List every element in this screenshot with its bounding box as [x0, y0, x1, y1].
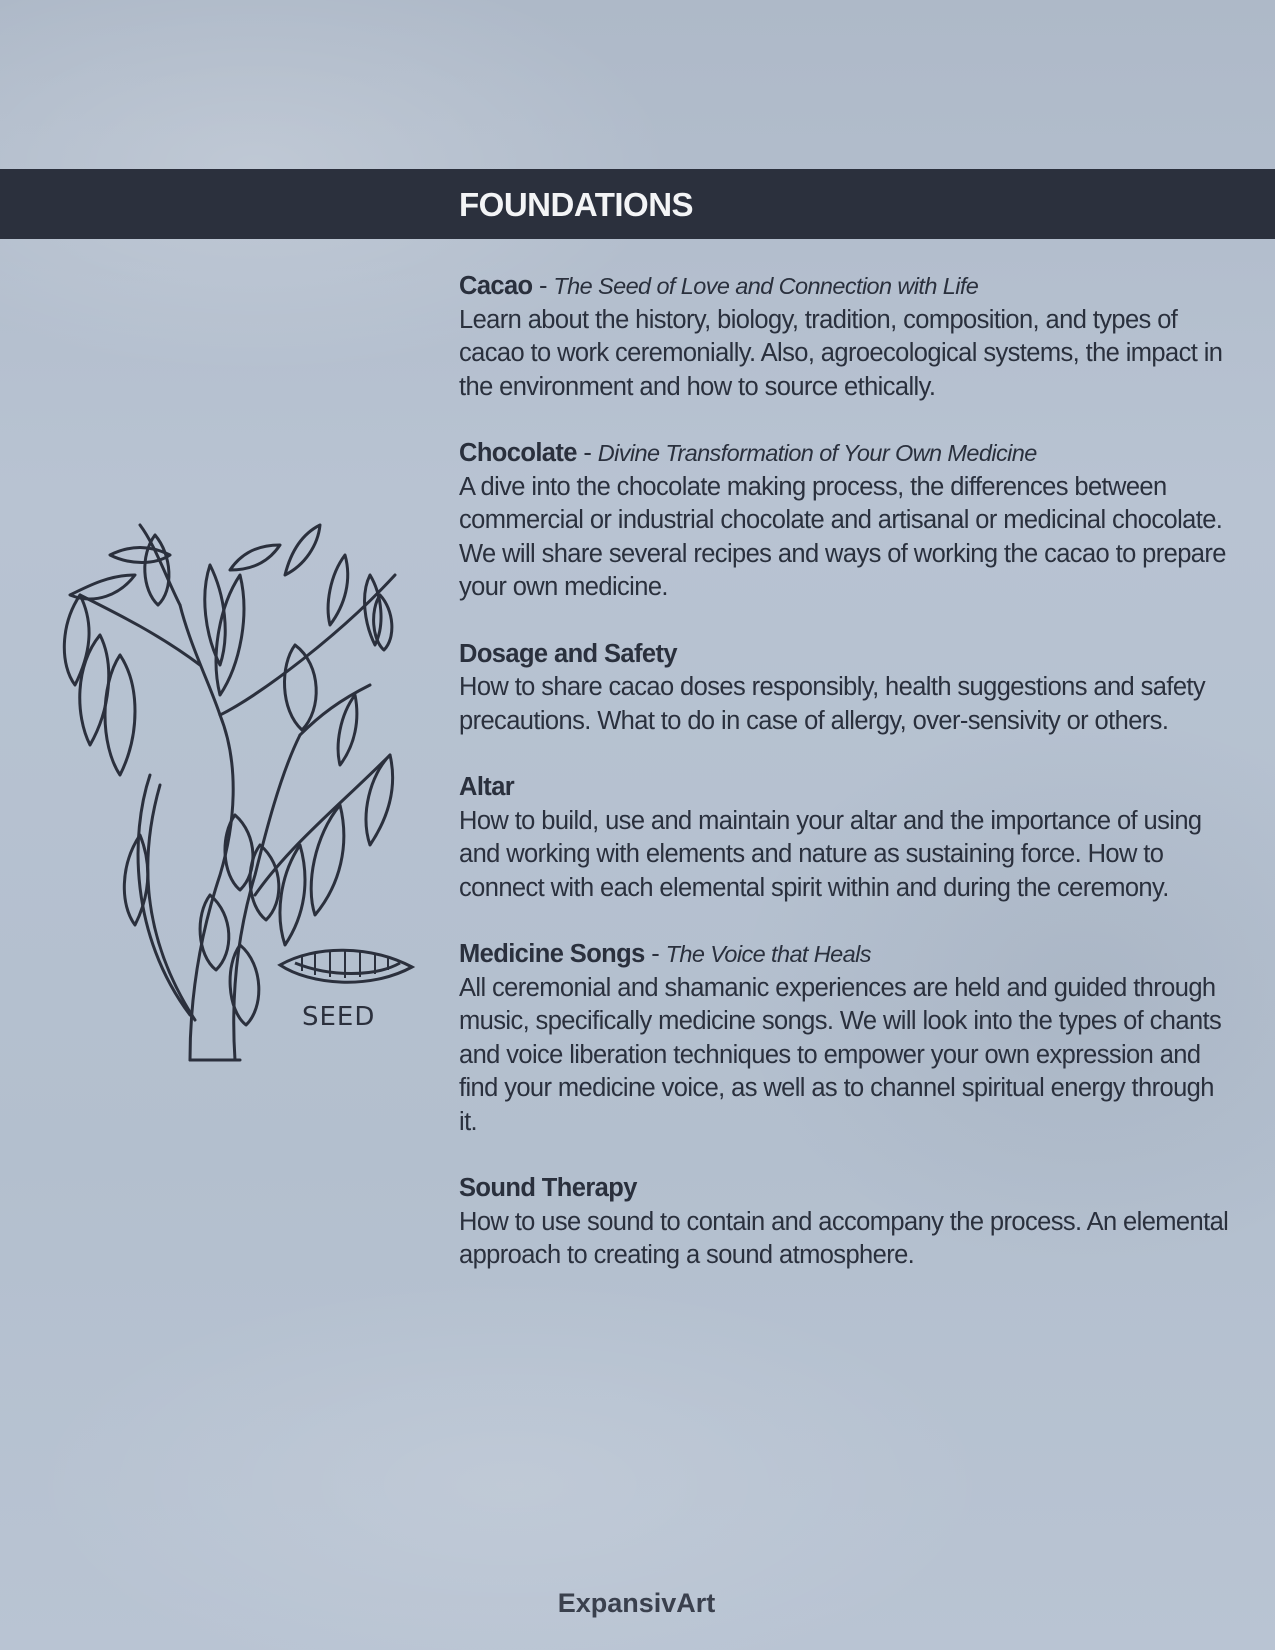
section-subtitle: The Voice that Heals [665, 941, 871, 967]
brand-name: ExpansivArt [557, 1588, 716, 1618]
section-title: Altar [459, 773, 515, 801]
section-title: Cacao [459, 272, 533, 300]
section-title: Medicine Songs [459, 940, 645, 968]
section-body: All ceremonial and shamanic experiences are held and guided through music, specifically medicine songs. We will look into the types of chants and voice liberation techniques to empower your own expression and find your medicine voice, as well as to channel spiritual energy through it. [459, 973, 1222, 1136]
section-sound-therapy [459, 1172, 1229, 1273]
section-subtitle: The Seed of Love and Connection with Life [553, 273, 979, 299]
header-banner [0, 169, 1275, 239]
section-subtitle: Divine Transformation of Your Own Medicine [597, 440, 1037, 466]
content-column [459, 270, 1229, 1306]
cacao-tree-illustration [40, 515, 440, 1125]
footer-brand [0, 1588, 1275, 1619]
seed-label: SEED [302, 1002, 376, 1032]
section-cacao: Cacao - The Seed of Love and Connection with Life Learn about the history, biology, tradition, composition, and types of cacao to work ceremonially. Also, agroecological systems, the impact in the environment and how to source ethically. [459, 270, 1229, 404]
section-body: A dive into the chocolate making process, the differences between commercial or industrial chocolate and artisanal or medicinal chocolate. We will share several recipes and ways of working the cacao to prepare your own medicine. [459, 472, 1226, 601]
section-title: Chocolate [459, 439, 577, 467]
section-dosage [459, 638, 1229, 739]
section-body: Learn about the history, biology, tradition, composition, and types of cacao to work ceremonially. Also, agroecological systems, the impact in the environment and how to source ethically. [459, 305, 1223, 401]
section-body: How to build, use and maintain your altar and the importance of using and working with elements and nature as sustaining force. How to connect with each elemental spirit within and during the ceremony. [459, 806, 1202, 902]
section-title: Sound Therapy [459, 1174, 637, 1202]
section-altar [459, 771, 1229, 905]
section-body: How to use sound to contain and accompany the process. An elemental approach to creating a sound atmosphere. [459, 1207, 1229, 1269]
page-title: FOUNDATIONS [459, 186, 694, 223]
section-title: Dosage and Safety [459, 639, 677, 668]
section-medicine-songs: Medicine Songs - The Voice that Heals All ceremonial and shamanic experiences are held and guided through music, specifically medicine songs. We will look into the types of chants and voice liberation techniques to empower your own expression and find your medicine voice, as well as to channel spiritual energy through it. [459, 938, 1229, 1139]
section-chocolate: Chocolate - Divine Transformation of Your Own Medicine A dive into the chocolate making process, the differences between commercial or industrial chocolate and artisanal or medicinal chocolate. We will share several recipes and ways of working the cacao to prepare your own medicine. [459, 437, 1229, 605]
section-body: How to share cacao doses responsibly, health suggestions and safety precautions. What to do in case of allergy, over-sensivity or others. [459, 673, 1206, 735]
